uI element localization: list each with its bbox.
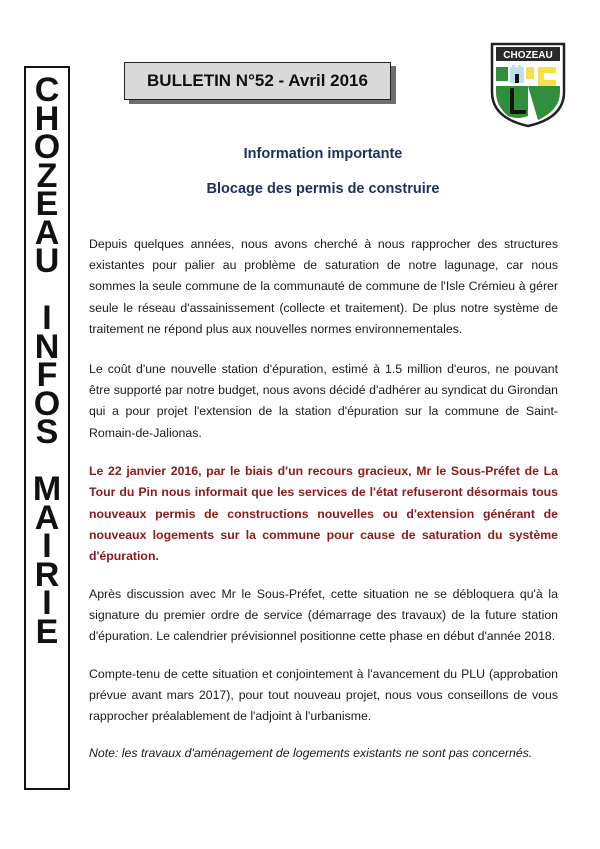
paragraph-advice: Compte-tenu de cette situation et conjointement à l'avancement du PLU (approbation prévue avant mars 2017), pour tout nouveau projet, nous vous conseillons de vous rapprocher préalablement de l'adjoint à l'urbanisme. (89, 667, 558, 724)
masthead-letter: S (35, 413, 59, 451)
masthead-letter: Z (36, 156, 58, 195)
masthead-letter: U (34, 242, 60, 280)
paragraph-cost: Le coût d'une nouvelle station d'épuration, estimé à 1.5 million d'euros, ne pouvant être supporté par notre budget, nous avons décidé d'adhérer au syndicat du Girondan qui a pour projet l'extension de la station d'épuration sur la commune de Saint-Romain-de-Jalionas. (89, 362, 558, 440)
masthead-letter: I (42, 299, 52, 337)
paragraph-discussion: Après discussion avec Mr le Sous-Préfet, cette situation ne se débloquera qu'à la signature du premier ordre de service (démarrage des travaux) de la future station d'épuration. Le calendrier prévisionnel positionne cette phase en début d'année 2018. (89, 587, 558, 644)
paragraph-context: Depuis quelques années, nous avons cherché à nous rapprocher des structures existantes pour palier au problème de saturation de notre lagunage, car nous sommes la seule commune de la communauté de commune de l'Isle Crémieu à gérer seule le réseau d'assainissement (collecte et traitement). De plus notre système de traitement ne répond plus aux nouvelles normes environnementales. (89, 237, 558, 336)
masthead-letter: F (36, 356, 58, 394)
masthead-letter: C (34, 71, 60, 109)
bulletin-title: BULLETIN N°52 - Avril 2016 (124, 62, 391, 100)
chozeau-logo (488, 40, 568, 128)
footnote: Note: les travaux d'aménagement de logements existants ne sont pas concernés. (89, 746, 533, 760)
logo-label: CHOZEAU (503, 50, 553, 61)
masthead-letter: I (42, 584, 52, 622)
vertical-masthead (24, 66, 70, 790)
masthead-letter: E (35, 612, 59, 651)
masthead-letter: E (35, 185, 59, 223)
masthead-letter: R (34, 555, 60, 594)
masthead-letter: M (32, 470, 62, 508)
paragraph-alert: Le 22 janvier 2016, par le biais d'un recours gracieux, Mr le Sous-Préfet de La Tour du Pin nous informait que les services de l'état refuseront désormais tous nouveaux permis de constructions nouvelles ou d'extension générant de nouveaux logements sur la commune pour cause de saturation du système d'épuration. (89, 464, 558, 564)
masthead-letter: A (34, 213, 60, 252)
masthead-letter: A (34, 498, 60, 537)
masthead-letter: N (34, 327, 60, 366)
masthead-letter: O (33, 128, 61, 166)
masthead-letter: O (33, 384, 61, 423)
masthead-letter: H (34, 99, 60, 138)
masthead-letter: I (42, 527, 52, 565)
main-heading: Information importante (243, 146, 403, 162)
sub-heading: Blocage des permis de construire (206, 181, 440, 197)
